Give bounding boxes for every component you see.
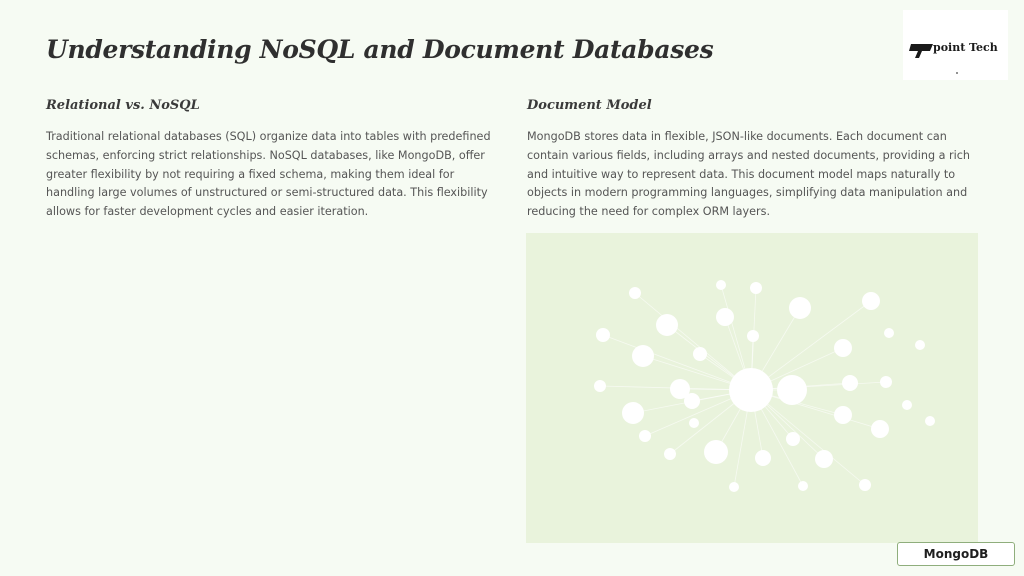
tpoint-tech-logo-icon [903, 10, 1008, 80]
mongodb-badge: MongoDB [897, 542, 1015, 566]
logo-text: point Tech [933, 41, 998, 54]
relational-vs-nosql-heading: Relational vs. NoSQL [46, 98, 200, 113]
tpoint-tech-logo[interactable] [903, 10, 1008, 80]
document-model-text: MongoDB stores data in flexible, JSON-like documents. Each document can contain various fields, including arrays and nested documents, providing a rich and intuitive way to represent data. This document model maps naturally to objects in modern programming languages, simplifying data manipulation and reducing the need for complex ORM layers. [527, 130, 970, 219]
network-nodes-illustration [526, 233, 978, 543]
relational-vs-nosql-text: Traditional relational databases (SQL) organize data into tables with predefined schemas, enforcing strict relationships. NoSQL databases, like MongoDB, offer greater flexibility by not requiring a fixed schema, making them ideal for handling large volumes of unstructured or semi-structured data. This flexibility allows for faster development cycles and easier iteration. [46, 130, 491, 219]
network-illustration [526, 233, 978, 543]
document-model-heading: Document Model [527, 98, 652, 113]
page-title: Understanding NoSQL and Document Databases [46, 35, 714, 64]
